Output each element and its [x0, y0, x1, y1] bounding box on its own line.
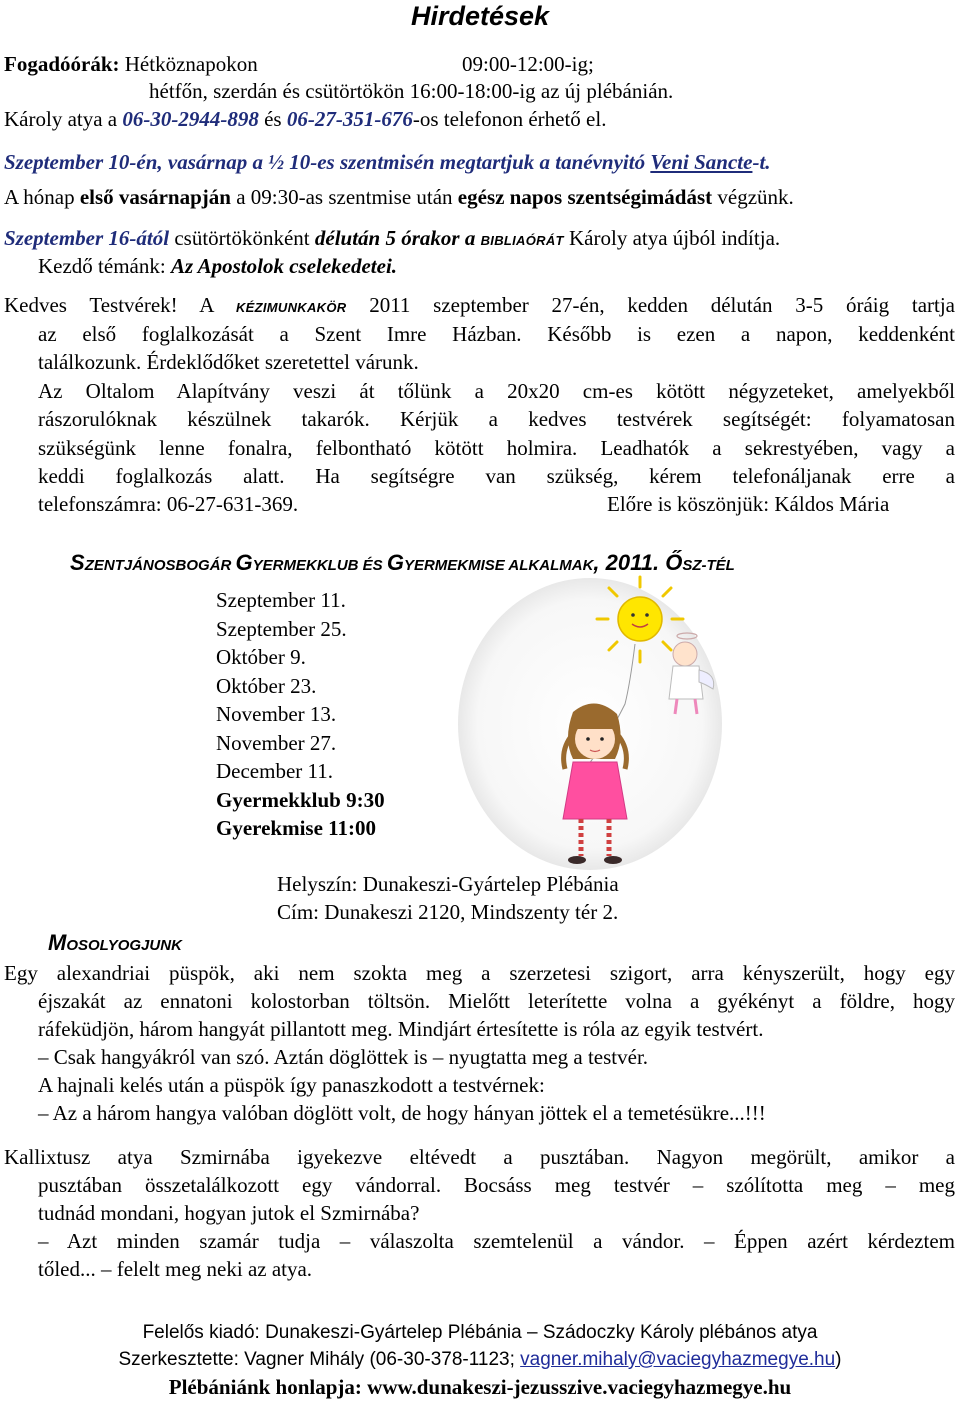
bible-study-caps: BIBLIAÓRÁT — [480, 233, 564, 248]
bible-p1: csütörtökönként — [169, 226, 315, 250]
bible-date: Szeptember 16-ától — [4, 226, 170, 250]
kids-dates-list — [216, 586, 385, 843]
story2-line2: pusztában összetalálkozott egy vándorral. Bocsáss meg testvér – szólította meg – meg — [38, 1173, 955, 1197]
bible-study-line2 — [38, 252, 397, 280]
bible-study-line1 — [4, 224, 780, 255]
story1-line1: Egy alexandriai püspök, aki nem szokta meg a szerzetesi szigort, arra kényszerült, hogy egy — [4, 961, 955, 985]
phone-pre: Károly atya a — [4, 107, 123, 131]
veni-post: -t. — [752, 150, 771, 174]
office-hours-weekdays: Hétköznapokon — [124, 52, 258, 76]
kids-illustration — [455, 574, 730, 874]
story1-line5: A hajnali kelés után a püspök így panaszkodott a testvérnek: — [38, 1073, 545, 1097]
phone-line — [4, 105, 606, 133]
story1-line6: – Az a három hangya valóban döglött volt, de hogy hányan jöttek el a temetésükre...!!! — [38, 1101, 766, 1125]
bible-topic-label: Kezdő témánk: — [38, 254, 171, 278]
craft-caps: KÉZIMUNKAKÖR — [235, 300, 347, 315]
craft-line4: Az Oltalom Alapítvány veszi át tőlünk a 20x20 cm-es kötött négyzeteket, amelyekből — [38, 379, 955, 403]
veni-pre: Szeptember 10-én, vasárnap a ½ 10-es szentmisén megtartjuk a tanévnyitó — [4, 150, 651, 174]
kids-heading-cap-6: -T — [701, 557, 716, 574]
phone-mid: és — [258, 107, 287, 131]
story2-line3: tudnád mondani, hogyan jutok el Szmirnába? — [38, 1201, 420, 1225]
kids-heading-rest-3: YERMEKMISE ALKALMAK — [403, 557, 594, 574]
craft-line6: szükségünk lenne fonalra, felbontható kötött holmira. Leadhatók a sekrestyében, vagy a — [38, 436, 955, 460]
bible-topic: Az Apostolok cselekedetei. — [170, 254, 398, 278]
story2-line5: tőled... – felelt meg neki az atya. — [38, 1257, 313, 1281]
kids-heading-rest-5: SZ — [682, 557, 702, 574]
craft-line8-left: telefonszámra: 06-27-631-369. — [38, 492, 299, 516]
craft-line1 — [4, 291, 955, 322]
humor-heading-rest: OSOLYOGJUNK — [66, 937, 182, 954]
kids-date: December 11. — [216, 759, 333, 783]
story2-line4: – Azt minden szamár tudja – válaszolta szemtelenül a vándor. – Éppen azért kérdeztem — [38, 1229, 955, 1253]
kids-mass-time: Gyerekmise 11:00 — [216, 816, 377, 840]
kids-date: Szeptember 25. — [216, 616, 347, 641]
kids-address: Cím: Dunakeszi 2120, Mindszenty tér 2. — [277, 900, 619, 924]
footer-website: Plébániánk honlapja: www.dunakeszi-jezusszive.vaciegyhazmegye.hu — [168, 1375, 792, 1399]
kids-location: Helyszín: Dunakeszi-Gyártelep Plébánia — [277, 872, 619, 896]
kids-heading-cap-1: S — [70, 550, 85, 575]
adoration-p2: a 09:30-as szentmise után — [230, 185, 458, 209]
kids-heading-year: , 2011. — [593, 550, 666, 575]
office-hours-time: 09:00-12:00-ig; — [462, 52, 594, 76]
kids-heading-rest-1: ZENTJÁNOSBOGÁR — [84, 557, 236, 574]
veni-sancte-notice — [4, 148, 771, 176]
kids-date: November 13. — [216, 702, 337, 726]
kids-heading — [70, 550, 735, 576]
craft-l1-pre: Kedves Testvérek! A — [4, 293, 236, 317]
kids-heading-cap-3: G — [386, 550, 404, 575]
kids-heading-cap-5: Ő — [665, 550, 683, 575]
office-hours-line1 — [4, 50, 258, 78]
story2-line1: Kallixtusz atya Szmirnába igyekezve eltévedt a pusztában. Nagyon megörült, amikor a — [4, 1145, 955, 1169]
kids-date: November 27. — [216, 730, 337, 755]
story1-line3: ráfeküdjön, három hangyát pillantott meg. Mindjárt értesítette is róla az egyik testvért. — [38, 1017, 764, 1041]
adoration-b1: első vasárnapján — [79, 185, 231, 209]
footer-editor-pre: Szerkesztette: Vagner Mihály (06-30-378-1123; — [118, 1349, 521, 1370]
kids-date: Október 9. — [216, 645, 306, 669]
kids-heading-rest-6: ÉL — [715, 557, 735, 574]
phone-number-1: 06-30-2944-898 — [122, 107, 259, 131]
editor-email-link[interactable]: vagner.mihaly@vaciegyhazmegye.hu — [520, 1349, 836, 1370]
humor-heading — [48, 930, 182, 956]
office-hours-line2: hétfőn, szerdán és csütörtökön 16:00-18:00-ig az új plébánián. — [149, 79, 674, 103]
humor-heading-cap: M — [48, 930, 67, 955]
adoration-p3: végzünk. — [712, 185, 794, 209]
bible-time: délután 5 órakor a — [314, 226, 476, 250]
craft-line3: találkozunk. Érdeklődőket szeretettel várunk. — [38, 350, 419, 374]
craft-line7: keddi foglalkozás alatt. Ha segítségre van szükség, kérem telefonáljanak erre a — [38, 464, 955, 488]
craft-line2: az első foglalkozását a Szent Imre Házban. Később is ezen a napon, keddenként — [38, 322, 955, 346]
office-hours-label: Fogadóórák: — [4, 52, 120, 76]
phone-post: -os telefonon érhető el. — [412, 107, 607, 131]
kids-heading-rest-2: YERMEKKLUB ÉS — [252, 557, 387, 574]
bible-p2: Károly atya újból indítja. — [563, 226, 781, 250]
veni-sancte-text: Veni Sancte — [650, 150, 753, 174]
footer-editor — [0, 1347, 960, 1373]
kids-date: Október 23. — [216, 673, 317, 698]
kids-club-time: Gyermekklub 9:30 — [216, 787, 385, 812]
adoration-b2: egész napos szentségimádást — [457, 185, 713, 209]
craft-signature: Előre is köszönjük: Káldos Mária — [607, 492, 890, 516]
kids-heading-cap-2: G — [235, 550, 253, 575]
craft-l1-post: 2011 szeptember 27-én, kedden délután 3-5 óráig tartja — [346, 293, 956, 317]
footer-editor-post: ) — [835, 1349, 842, 1370]
phone-number-2: 06-27-351-676 — [286, 107, 413, 131]
page-title: Hirdetések — [410, 1, 550, 31]
story1-line2: éjszakát az ennatoni kolostorban töltsön. Mielőtt leterítette volna a gyékényt a földre, hogy — [38, 989, 955, 1013]
adoration-notice — [4, 183, 794, 211]
adoration-p1: A hónap — [4, 185, 80, 209]
footer-publisher: Felelős kiadó: Dunakeszi-Gyártelep Plébánia – Szádoczky Károly plébános atya — [142, 1322, 818, 1343]
craft-line5: rászorulóknak készülnek takarók. Kérjük a kedves testvérek segítségét: folyamatosan — [38, 407, 955, 431]
kids-date: Szeptember 11. — [216, 588, 346, 612]
story1-line4: – Csak hangyákról van szó. Aztán döglöttek is – nyugtatta meg a testvér. — [38, 1045, 649, 1069]
